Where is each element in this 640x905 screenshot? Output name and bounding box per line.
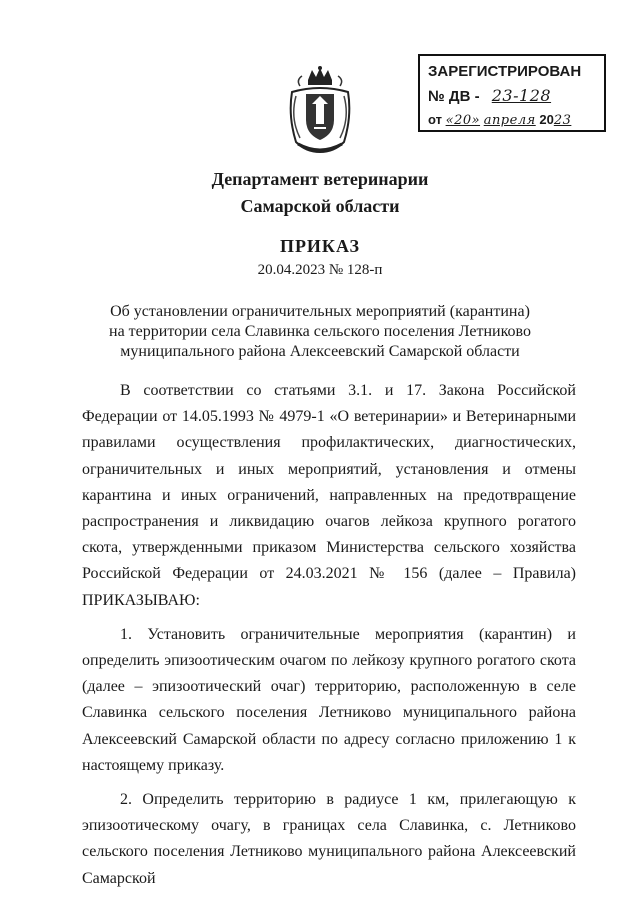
body-paragraph-item-2: 2. Определить территорию в радиусе 1 км, прилегающую к эпизоотическому очагу, в границах села Славинка, с. Летниково сельского поселения Летниково муниципального района Алексеевский Самарской [82, 791, 576, 887]
stamp-title: ЗАРЕГИСТРИРОВАН [428, 63, 582, 80]
document-subject [0, 302, 640, 362]
stamp-year-suffix: 23 [553, 113, 572, 128]
stamp-number-label: № ДВ - [428, 88, 480, 105]
stamp-day: «20» [445, 113, 481, 128]
stamp-number-row [428, 84, 598, 108]
stamp-month: апреля [483, 113, 536, 128]
department-name-line2: Самарской области [240, 196, 400, 216]
stamp-from-label: от [428, 112, 442, 127]
document-body [82, 378, 576, 892]
subject-line1: Об установлении ограничительных мероприятий (карантина) [110, 303, 530, 320]
body-paragraph-item-1: 1. Установить ограничительные мероприятия (карантин) и определить эпизоотическим очагом по лейкозу крупного рогатого скота (далее – эпизоотический очаг) территорию, расположенную в селе Славинка сельского поселения Летниково муниципального района Алексеевский Самарской области по адресу согласно приложению 1 к настоящему приказу. [82, 625, 576, 774]
body-paragraph-preamble: В соответствии со статьями 3.1. и 17. Закона Российской Федерации от 14.05.1993 № 4979-1 «О ветеринарии» и Ветеринарными правилами осуществления профилактических, диагностических, ограничительных и иных мероприятий, установления и отмены карантина и иных ограничений, направленных на предотвращение распространения и ликвидацию очагов лейкоза крупного рогатого скота, утвержденными приказом Министерства сельского хозяйства Российской Федерации от 24.03.2021 № 156 (далее – Правила) ПРИКАЗЫВАЮ: [82, 382, 576, 609]
document-type: ПРИКАЗ [279, 236, 361, 256]
subject-line2: на территории села Славинка сельского поселения Летниково [109, 323, 531, 340]
subject-line3: муниципального района Алексеевский Самарской области [120, 343, 520, 360]
stamp-date-row [428, 108, 598, 132]
stamp-year-prefix: 20 [539, 112, 554, 127]
department-name-line1: Департамент ветеринарии [211, 169, 429, 189]
document-date-number: 20.04.2023 № 128-п [257, 262, 383, 278]
registration-stamp [418, 54, 606, 132]
stamp-number-value: 23-128 [491, 86, 552, 105]
coat-of-arms-icon [286, 66, 354, 154]
